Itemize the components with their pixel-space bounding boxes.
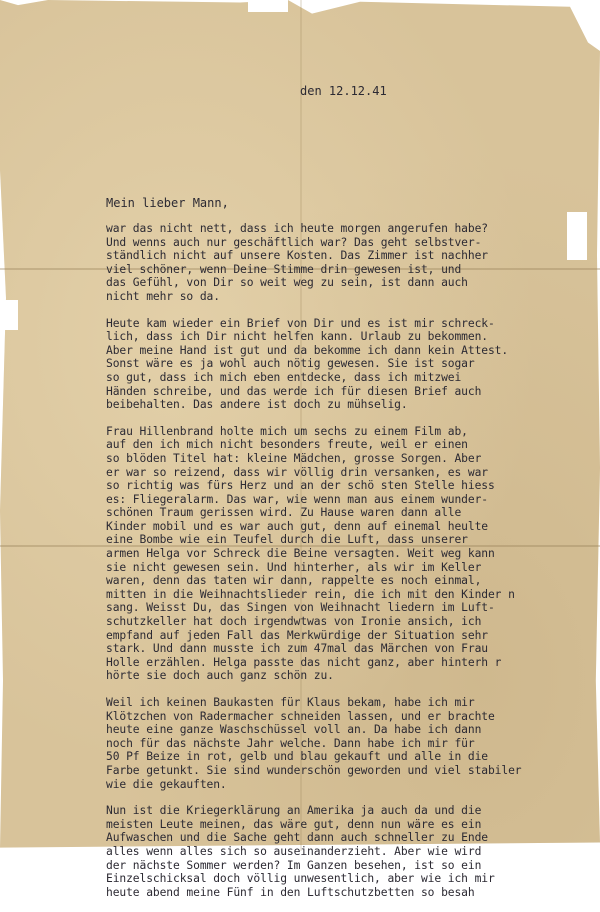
text-line: Nun ist die Kriegerklärung an Amerika ja auch da und die <box>106 804 482 818</box>
letter-date: den 12.12.41 <box>300 84 387 98</box>
text-line: hörte sie doch auch ganz schön zu. <box>106 669 334 683</box>
text-line: meisten Leute meinen, das wäre gut, denn nun wäre es ein <box>106 817 482 831</box>
text-line: es: Fliegeralarm. Das war, wie wenn man aus einem wunder- <box>106 492 488 506</box>
text-line: 50 Pf Beize in rot, gelb und blau gekauft und alle in die <box>106 750 488 764</box>
letter-paragraph <box>106 425 591 683</box>
letter-paragraph <box>106 222 591 304</box>
text-line: viel schöner, wenn Deine Stimme drin gewesen ist, und <box>106 262 462 276</box>
text-line: Einzelschicksal doch völlig unwesentlich, aber wie ich mir <box>106 872 495 886</box>
text-line: Heute kam wieder ein Brief von Dir und es ist mir schreck- <box>106 316 495 330</box>
text-line: nicht mehr so da. <box>106 289 220 303</box>
text-line: beibehalten. Das andere ist doch zu mühselig. <box>106 398 408 412</box>
text-line: Und wenns auch nur geschäftlich war? Das geht selbstver- <box>106 235 482 249</box>
letter-paragraph <box>106 317 591 412</box>
letter-paragraph <box>106 804 591 899</box>
text-line: stark. Und dann musste ich zum 47mal das Märchen von Frau <box>106 642 488 656</box>
text-line: so richtig was fürs Herz und an der schö sten Stelle hiess <box>106 479 495 493</box>
text-line: armen Helga vor Schreck die Beine versagten. Weit weg kann <box>106 547 495 561</box>
text-line: Kinder mobil und es war auch gut, denn auf einemal heulte <box>106 519 488 533</box>
text-line: schutzkeller hat doch irgendwtwas von Ironie ansich, ich <box>106 615 482 629</box>
text-line: schönen Traum gerissen wird. Zu Hause waren dann alle <box>106 506 462 520</box>
text-line: Farbe getunkt. Sie sind wunderschön geworden und viel stabiler <box>106 763 522 777</box>
text-line: wie die gekauften. <box>106 777 227 791</box>
text-line: Klötzchen von Radermacher schneiden lassen, und er brachte <box>106 709 495 723</box>
text-line: auf den ich mich nicht besonders freute, weil er einen <box>106 438 468 452</box>
text-line: Aber meine Hand ist gut und da bekomme ich dann kein Attest. <box>106 343 509 357</box>
text-line: eine Bombe wie ein Teufel durch die Luft, dass unserer <box>106 533 468 547</box>
text-line: heute eine ganze Waschschüssel voll an. Da habe ich dann <box>106 723 482 737</box>
text-line: er war so reizend, dass wir völlig drin versanken, es war <box>106 465 488 479</box>
letter-body <box>106 222 591 912</box>
text-line: Frau Hillenbrand holte mich um sechs zu einem Film ab, <box>106 424 468 438</box>
text-line: Aufwaschen und die Sache geht dann auch schneller zu Ende <box>106 831 488 845</box>
text-line: heute abend meine Fünf in den Luftschutzbetten so besah <box>106 885 475 899</box>
paper-tear <box>248 0 288 12</box>
paper-tear <box>0 300 18 330</box>
text-line: waren, denn das taten wir dann, rappelte es noch einmal, <box>106 574 482 588</box>
text-line: sang. Weisst Du, das Singen von Weihnacht liedern im Luft- <box>106 601 495 615</box>
text-line: ständlich nicht auf unsere Kosten. Das Zimmer ist nachher <box>106 249 488 263</box>
text-line: der nächste Sommer werden? Im Ganzen besehen, ist so ein <box>106 858 482 872</box>
text-line: empfand auf jeden Fall das Merkwürdige der Situation sehr <box>106 628 488 642</box>
text-line: Holle erzählen. Helga passte das nicht ganz, aber hinterh r <box>106 655 502 669</box>
letter-paragraph <box>106 696 591 791</box>
text-line: so gut, dass ich mich eben entdecke, dass ich mitzwei <box>106 370 462 384</box>
text-line: das Gefühl, von Dir so weit weg zu sein, ist dann auch <box>106 276 468 290</box>
text-line: Händen schreibe, und das werde ich für diesen Brief auch <box>106 384 482 398</box>
text-line: war das nicht nett, dass ich heute morgen angerufen habe? <box>106 222 488 235</box>
text-line: Sonst wäre es ja wohl auch nötig gewesen. Sie ist sogar <box>106 357 475 371</box>
text-line: lich, dass ich Dir nicht helfen kann. Urlaub zu bekommen. <box>106 330 488 344</box>
text-line: sie nicht gewesen sein. Und hinterher, als wir im Keller <box>106 560 482 574</box>
text-line: noch für das nächste Jahr welche. Dann habe ich mir für <box>106 736 475 750</box>
text-line: so blöden Titel hat: kleine Mädchen, grosse Sorgen. Aber <box>106 451 482 465</box>
text-line: alles wenn alles sich so auseinanderzieht. Aber wie wird <box>106 844 482 858</box>
text-line: Weil ich keinen Baukasten für Klaus bekam, habe ich mir <box>106 696 475 709</box>
letter-salutation: Mein lieber Mann, <box>106 196 229 210</box>
text-line: mitten in die Weihnachtslieder rein, die ich mit den Kinder n <box>106 587 515 601</box>
